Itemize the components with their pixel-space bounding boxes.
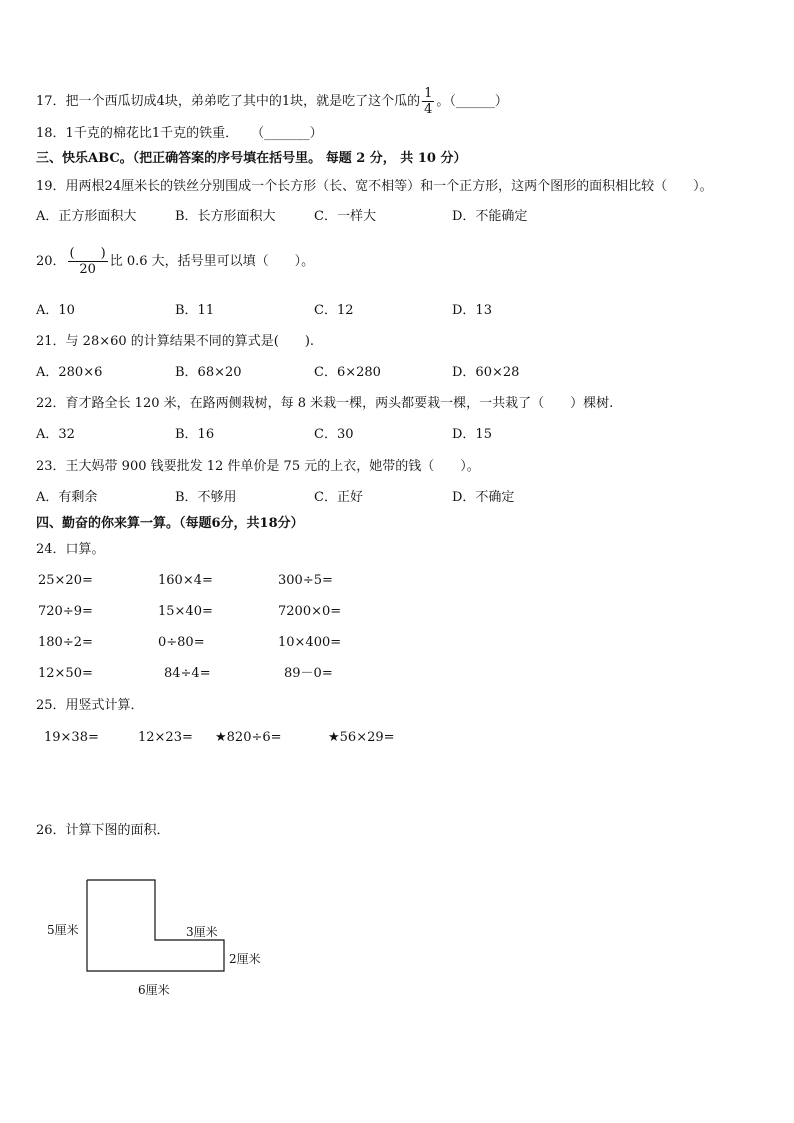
q23-option-b[interactable]: B．不够用 — [175, 490, 237, 505]
question-17 — [36, 86, 508, 117]
q19-option-c[interactable]: C．一样大 — [314, 209, 376, 224]
label-bottom: 6厘米 — [138, 983, 170, 997]
q17-text-before: 17．把一个西瓜切成4块，弟弟吃了其中的1块，就是吃了这个瓜的 — [36, 94, 421, 109]
q24-item: 180÷2= — [38, 635, 93, 650]
q25-item: 12×23= — [138, 730, 193, 745]
q24-item: 160×4= — [158, 573, 213, 588]
q24-item: 89－0= — [284, 666, 333, 681]
q17-fraction — [422, 86, 434, 117]
q17-frac-den: 4 — [424, 102, 433, 117]
question-21: 21．与 28×60 的计算结果不同的算式是( ). — [36, 334, 315, 349]
q24-item: 25×20= — [38, 573, 93, 588]
q19-option-b[interactable]: B．长方形面积大 — [175, 209, 276, 224]
q20-frac-num: ( ) — [69, 246, 106, 261]
q25-item: 19×38= — [44, 730, 99, 745]
q17-text-after: 。（______） — [436, 94, 508, 109]
question-22: 22．育才路全长 120 米，在路两侧栽树，每 8 米栽一棵，两头都要栽一棵，一共栽了（ ）棵树. — [36, 396, 614, 411]
q20-prefix: 20． — [36, 254, 66, 269]
q20-fraction — [68, 246, 108, 277]
q23-option-a[interactable]: A．有剩余 — [36, 490, 98, 505]
q21-option-a[interactable]: A．280×6 — [36, 365, 103, 380]
section-3-title: 三、快乐ABC。（把正确答案的序号填在括号里。 每题 2 分， 共 10 分） — [36, 151, 467, 166]
q24-item: 0÷80= — [158, 635, 205, 650]
section-4-title: 四、勤奋的你来算一算。（每题6分，共18分） — [36, 516, 304, 531]
question-23: 23．王大妈带 900 钱要批发 12 件单价是 75 元的上衣，她带的钱（ ）。 — [36, 459, 480, 474]
question-20 — [36, 246, 314, 277]
q24-item: 84÷4= — [164, 666, 211, 681]
q20-text: 比 0.6 大，括号里可以填（ ）。 — [109, 254, 315, 269]
question-26-title: 26．计算下图的面积． — [36, 823, 170, 838]
q24-item: 720÷9= — [38, 604, 93, 619]
q24-item: 15×40= — [158, 604, 213, 619]
q25-item: ★56×29= — [328, 730, 395, 745]
q19-option-d[interactable]: D．不能确定 — [452, 209, 528, 224]
l-shape-figure — [0, 860, 320, 1010]
q21-option-b[interactable]: B．68×20 — [175, 365, 242, 380]
q23-option-d[interactable]: D．不确定 — [452, 490, 515, 505]
q22-option-c[interactable]: C．30 — [314, 427, 354, 442]
q22-option-d[interactable]: D．15 — [452, 427, 492, 442]
label-step: 3厘米 — [186, 925, 218, 939]
q20-option-c[interactable]: C．12 — [314, 303, 354, 318]
q25-item: ★820÷6= — [215, 730, 282, 745]
q21-option-c[interactable]: C．6×280 — [314, 365, 381, 380]
q20-option-b[interactable]: B．11 — [175, 303, 215, 318]
label-left: 5厘米 — [47, 923, 79, 937]
q22-option-b[interactable]: B．16 — [175, 427, 215, 442]
question-25-title: 25．用竖式计算． — [36, 698, 144, 713]
question-24-title: 24．口算。 — [36, 542, 105, 557]
q22-option-a[interactable]: A．32 — [36, 427, 75, 442]
q24-item: 10×400= — [278, 635, 342, 650]
q21-option-d[interactable]: D．60×28 — [452, 365, 520, 380]
question-18: 18．1千克的棉花比1千克的铁重． （_______） — [36, 126, 323, 141]
q24-item: 12×50= — [38, 666, 93, 681]
q20-frac-den: 20 — [79, 262, 96, 277]
q23-option-c[interactable]: C．正好 — [314, 490, 363, 505]
q20-option-a[interactable]: A．10 — [36, 303, 75, 318]
q24-item: 300÷5= — [278, 573, 333, 588]
q24-item: 7200×0= — [278, 604, 342, 619]
q19-option-a[interactable]: A．正方形面积大 — [36, 209, 137, 224]
label-right: 2厘米 — [229, 952, 261, 966]
question-19: 19．用两根24厘米长的铁丝分别围成一个长方形（长、宽不相等）和一个正方形，这两个图形的面积相比较（ ）。 — [36, 179, 713, 194]
q17-frac-num: 1 — [424, 86, 433, 101]
q20-option-d[interactable]: D．13 — [452, 303, 492, 318]
